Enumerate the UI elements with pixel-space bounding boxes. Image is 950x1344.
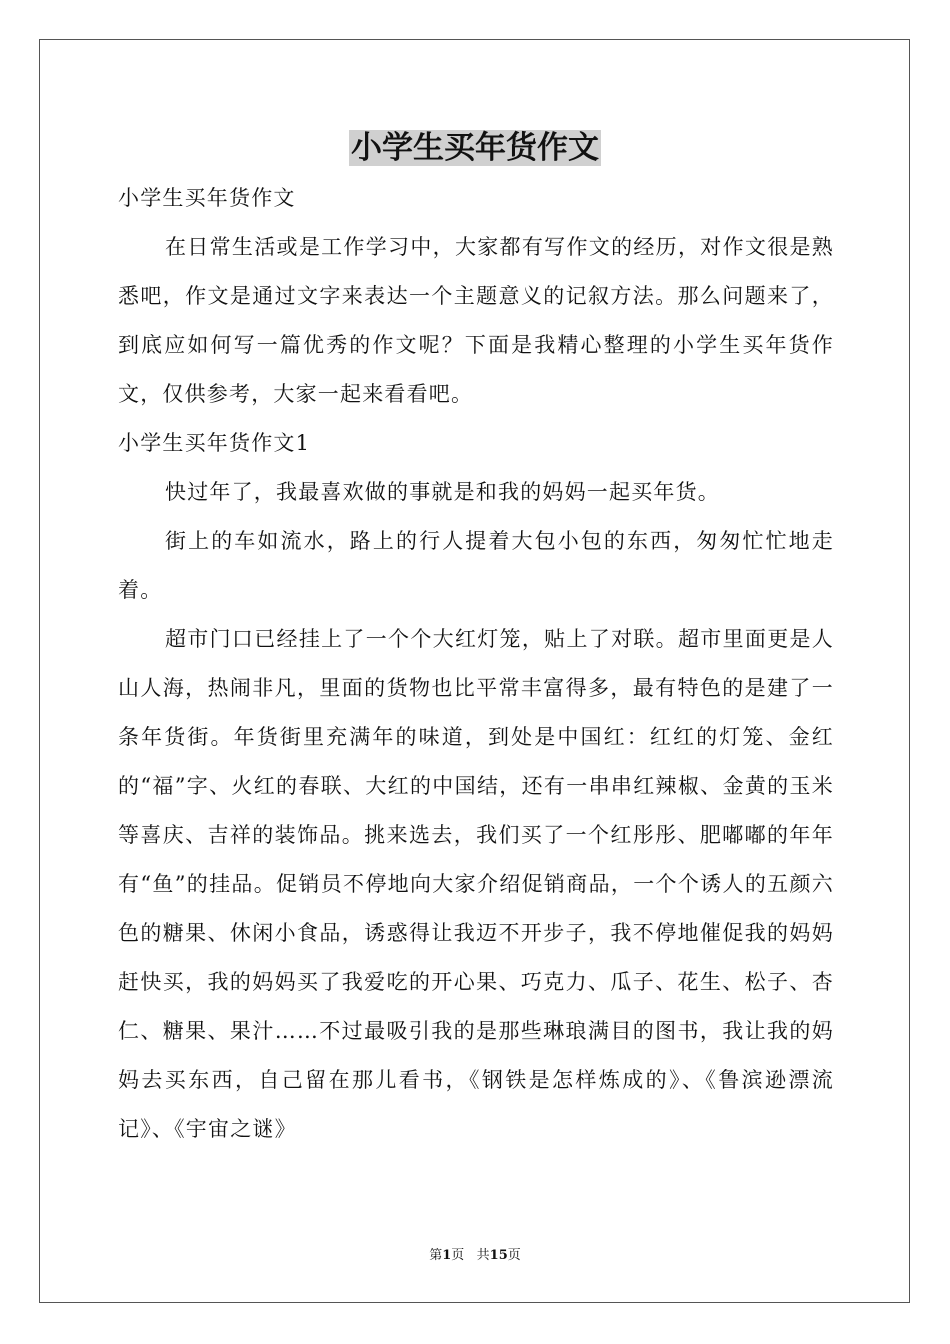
footer-page-number: 1: [442, 1248, 452, 1263]
paragraph-6: 超市门口已经挂上了一个个大红灯笼，贴上了对联。超市里面更是人山人海，热闹非凡，里面的货物也比平常丰富得多，最有特色的是建了一条年货街。年货街里充满年的味道，到处是中国红：红红的灯笼、金红的“福”字、火红的春联、大红的中国结，还有一串串红辣椒、金黄的玉米等喜庆、吉祥的装饰品。挑来选去，我们买了一个红彤彤、肥嘟嘟的年年有“鱼”的挂品。促销员不停地向大家介绍促销商品，一个个诱人的五颜六色的糖果、休闲小食品，诱惑得让我迈不开步子，我不停地催促我的妈妈赶快买，我的妈妈买了我爱吃的开心果、巧克力、瓜子、花生、松子、杏仁、糖果、果汁……不过最吸引我的是那些琳琅满目的图书，我让我的妈妈去买东西，自己留在那儿看书，《钢铁是怎样炼成的》、《鲁滨逊漂流记》、《宇宙之谜》: [118, 627, 834, 1141]
footer-mid: 页 共: [451, 1248, 490, 1263]
title-highlight: 小学生买年货作文: [351, 130, 599, 166]
paragraph-5: 街上的车如流水，路上的行人提着大包小包的东西，匆匆忙忙地走着。: [118, 529, 834, 602]
paragraph-1: 小学生买年货作文: [118, 186, 296, 210]
paragraph-2: 在日常生活或是工作学习中，大家都有写作文的经历，对作文很是熟悉吧，作文是通过文字来表达一个主题意义的记叙方法。那么问题来了，到底应如何写一篇优秀的作文呢？下面是我精心整理的小学生买年货作文，仅供参考，大家一起来看看吧。: [118, 235, 834, 406]
document-body: [118, 174, 834, 1154]
document-title: [0, 124, 950, 172]
footer-suffix: 页: [507, 1248, 521, 1263]
paragraph-3: 小学生买年货作文1: [118, 431, 311, 455]
footer-total-pages: 15: [489, 1248, 508, 1263]
footer-prefix: 第: [429, 1248, 443, 1263]
page-footer: [0, 1246, 950, 1266]
paragraph-4: 快过年了，我最喜欢做的事就是和我的妈妈一起买年货。: [165, 480, 720, 504]
